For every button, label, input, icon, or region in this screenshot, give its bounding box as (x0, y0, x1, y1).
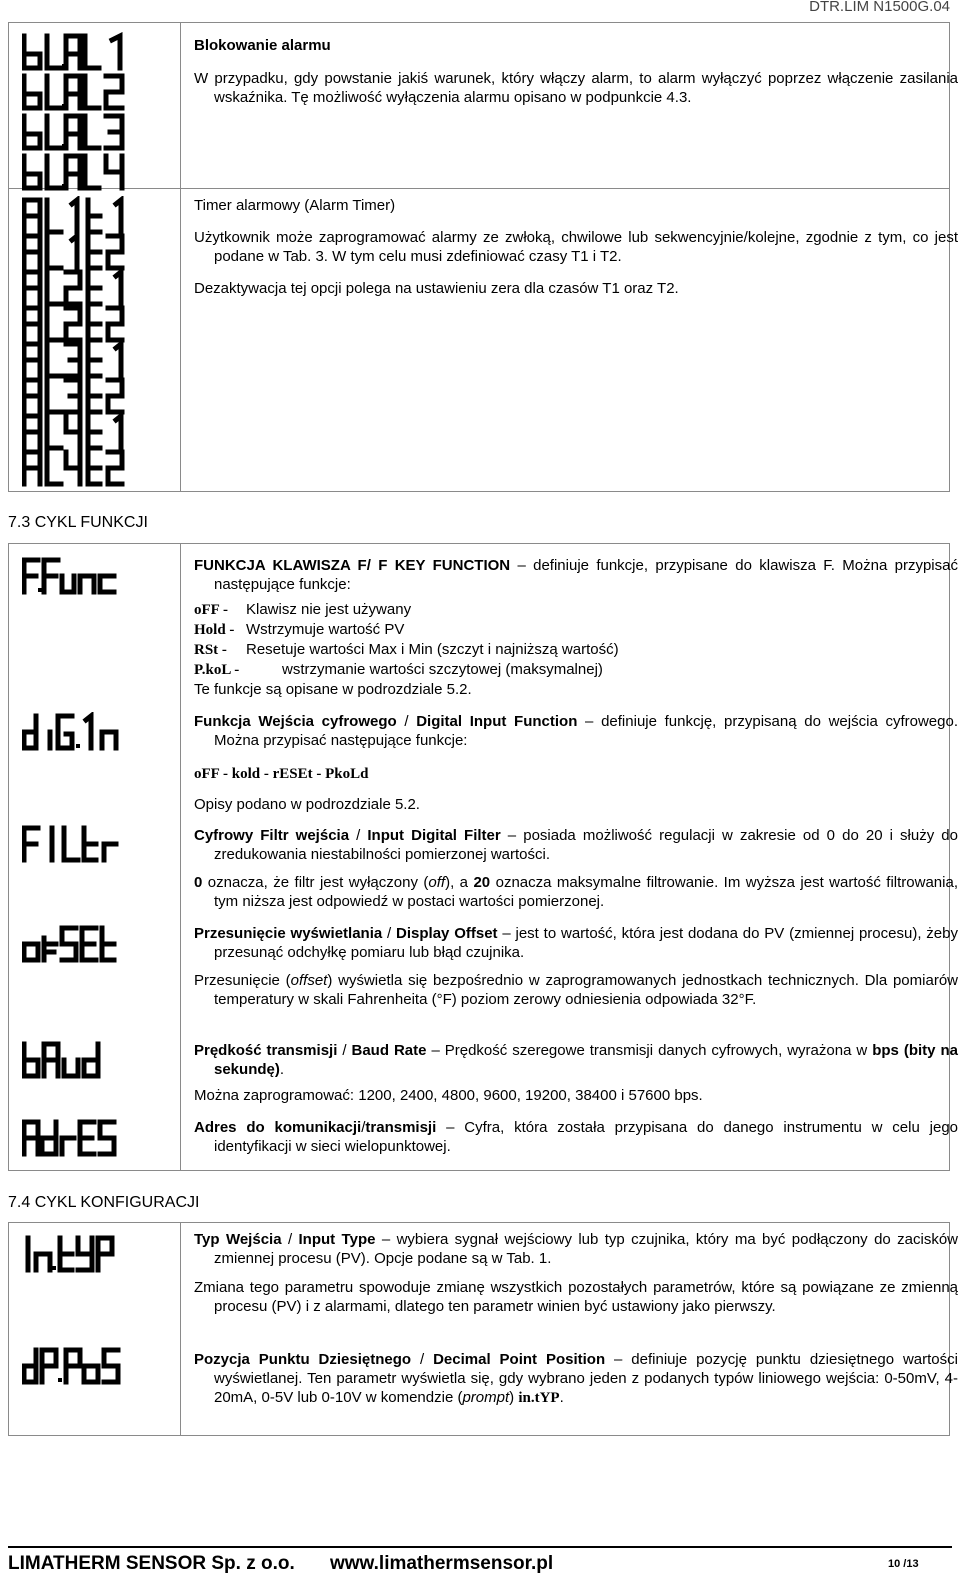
page-total: /13 (900, 1558, 919, 1570)
address-desc: – Cyfra, która została przypisana do danego instrumentu w celu jego identyfikacji w sieci wielopunktowej. (214, 1119, 959, 1155)
f-key-function-desc: – definiuje funkcje, przypisane do klawisza F. Można przypisać następujące funkcje: (214, 557, 958, 593)
input-type-text-2: Zmiana tego parametru spowoduje zmianę wszystkich pozostałych parametrów, które są powiązane ze zmienną procesu (PV) i z alarmami, dlatego ten parametr winien być ustawiony jako pierwszy. (194, 1279, 958, 1315)
page-current: 10 (888, 1558, 901, 1570)
display-f-func (22, 556, 142, 596)
display-adres (22, 1118, 142, 1158)
display-dig-in (22, 712, 142, 752)
decimal-point-desc: ) (509, 1389, 519, 1406)
display-al1t1 (22, 196, 142, 236)
config-table-divider (180, 1222, 181, 1436)
baud-rate-values: Można zaprogramować: 1200, 2400, 4800, 9600, 19200, 38400 i 57600 bps. (194, 1087, 703, 1104)
display-ofset (22, 924, 142, 964)
f-key-function-text (194, 556, 958, 594)
display-in-typ (22, 1234, 142, 1274)
display-al4t1 (22, 412, 142, 452)
display-offset-title-en: Display Offset (396, 925, 498, 942)
baud-rate-desc: – Prędkość szeregowe transmisji danych cyfrowych, wyrażona w (426, 1042, 873, 1059)
digital-input-title-pl: Funkcja Wejścia cyfrowego (194, 713, 397, 730)
display-al3t2 (22, 376, 142, 416)
footer-page-number (888, 1558, 919, 1570)
footer-company: LIMATHERM SENSOR Sp. z o.o. (8, 1553, 295, 1574)
alarm-timer-text-2: Dezaktywacja tej opcji polega na ustawieniu zera dla czasów T1 oraz T2. (194, 280, 679, 297)
title-separator: / (361, 1119, 366, 1136)
display-bl-al4 (22, 152, 142, 192)
title-separator: / (382, 925, 397, 942)
input-type-text (194, 1230, 958, 1268)
offset-word: offset (290, 972, 328, 989)
f-func-option-hold (194, 620, 404, 640)
input-type-title-pl: Typ Wejścia (194, 1231, 282, 1248)
option-code: Hold - (194, 622, 235, 638)
section-heading-7-3: 7.3 CYKL FUNKCJI (8, 514, 148, 531)
option-text: Wstrzymuje wartość PV (246, 621, 405, 638)
filter-text-part: oznacza, że filtr jest wyłączony ( (202, 874, 429, 891)
decimal-point-title-en: Decimal Point Position (433, 1351, 606, 1368)
display-offset-text (194, 924, 958, 962)
decimal-point-text (194, 1350, 958, 1408)
decimal-point-title-pl: Pozycja Punktu Dziesiętnego (194, 1351, 412, 1368)
display-al2t2 (22, 304, 142, 344)
alarm-timer-title: Timer alarmowy (Alarm Timer) (194, 197, 396, 214)
baud-rate-text (194, 1041, 958, 1079)
document-code: DTR.LIM N1500G.04 (809, 0, 950, 15)
input-type-desc: – wybiera sygnał wejściowy lub typ czujnika, który ma być podłączony do zacisków zmiennej procesu (PV). Opcje podane są w Tab. 1. (214, 1231, 959, 1267)
in-typ-code: in.tYP (518, 1390, 560, 1406)
option-code: oFF - (194, 602, 229, 618)
title-separator: / (396, 713, 417, 730)
option-code: P.koL - (194, 662, 240, 678)
footer-website[interactable]: www.limathermsensor.pl (330, 1553, 554, 1574)
display-bl-al1 (22, 32, 142, 72)
digital-filter-title-en: Input Digital Filter (367, 827, 501, 844)
option-code: RSt - (194, 642, 227, 658)
alarm-table-row-divider (8, 188, 950, 189)
digital-input-note: Opisy podano w podrozdziale 5.2. (194, 796, 420, 813)
address-title-part: Adres do komunikacji (194, 1119, 362, 1136)
digital-filter-desc: – posiada możliwość regulacji w zakresie od 0 do 20 i służy do zredukowania niestabilności pomierzonej wartości. (214, 827, 958, 863)
f-func-note: Te funkcje są opisane w podrozdziale 5.2. (194, 681, 472, 698)
digital-filter-title-pl: Cyfrowy Filtr wejścia (194, 827, 350, 844)
display-al3t1 (22, 340, 142, 380)
offset-text-part: ) wyświetla się bezpośrednio w zaprogramowanych jednostkach technicznych. Dla pomiarów temperatury w skali Fahrenheita (°F) poziom zerowy odniesienia odpowiada 32°F. (214, 972, 958, 1008)
display-bl-al3 (22, 112, 142, 152)
decimal-point-desc: – definiuje pozycję punktu dziesiętnego wartości wyświetlanej. Ten parametr wyświetla się, gdy wybrano jeden z podanych typów liniowego wejścia: 0-50mV, 4-20mA, 0-5V lub 0-10V w komendzie ( (214, 1351, 958, 1406)
display-offset-text-2 (194, 971, 958, 1009)
address-text (194, 1118, 958, 1156)
digital-input-codes: oFF - kold - rESEt - PkoLd (194, 766, 369, 782)
footer-rule (8, 1546, 952, 1548)
display-al2t1 (22, 268, 142, 308)
filter-text-part: oznacza maksymalne filtrowanie. Im wyższa jest wartość filtrowania, tym niższa jest odpowiedź w postaci wartości pomierzonej. (214, 874, 958, 910)
decimal-point-desc: . (559, 1389, 564, 1406)
offset-text-part: Przesunięcie ( (194, 972, 291, 989)
digital-filter-text (194, 826, 958, 864)
title-separator: / (337, 1042, 352, 1059)
display-offset-desc: – jest to wartość, która jest dodana do PV (zmiennej procesu), żeby przesunąć odchyłkę pomiaru lub błąd czujnika. (214, 925, 958, 961)
filter-max-value: 20 (473, 874, 491, 891)
title-separator: / (281, 1231, 299, 1248)
display-dp-pos (22, 1346, 142, 1386)
option-text: Klawisz nie jest używany (246, 601, 412, 618)
section-heading-7-4: 7.4 CYKL KONFIGURACJI (8, 1194, 200, 1211)
digital-input-title-en: Digital Input Function (416, 713, 578, 730)
alarm-block-title: Blokowanie alarmu (194, 37, 331, 54)
baud-rate-title-en: Baud Rate (351, 1042, 427, 1059)
title-separator: / (349, 827, 368, 844)
display-al4t2 (22, 448, 142, 488)
title-separator: / (411, 1351, 434, 1368)
f-key-function-title: FUNKCJA KLAWISZA F/ F KEY FUNCTION (194, 557, 511, 574)
display-filtr (22, 824, 142, 864)
display-baud (22, 1040, 142, 1080)
prompt-word: prompt (462, 1389, 510, 1406)
baud-rate-end: . (279, 1061, 285, 1078)
alarm-timer-text-1: Użytkownik może zaprogramować alarmy ze zwłoką, chwilowe lub sekwencyjnie/kolejne, zgodnie z tym, co jest podane w Tab. 3. W tym celu musi zdefiniować czasy T1 i T2. (194, 229, 958, 265)
f-func-option-pkol (194, 660, 603, 680)
digital-input-text (194, 712, 958, 750)
function-table-divider (180, 543, 181, 1171)
option-text: wstrzymanie wartości szczytowej (maksymalnej) (282, 661, 603, 678)
f-func-option-off (194, 600, 411, 620)
address-title-part: transmisji (365, 1119, 437, 1136)
f-func-option-rst (194, 640, 619, 660)
digital-filter-text-2 (194, 873, 958, 911)
baud-rate-unit: bps (bity na sekundę) (214, 1042, 958, 1078)
filter-off-word: off (428, 874, 446, 891)
display-bl-al2 (22, 72, 142, 112)
input-type-title-en: Input Type (298, 1231, 376, 1248)
alarm-table-divider (180, 22, 181, 492)
option-text: Resetuje wartości Max i Min (szczyt i najniższą wartość) (246, 641, 619, 658)
alarm-block-text: W przypadku, gdy powstanie jakiś warunek, który włączy alarm, to alarm wyłączyć poprzez włączenie zasilania wskaźnika. Tę możliwość wyłączenia alarmu opisano w podpunkcie 4.3. (194, 70, 958, 106)
display-al1t2 (22, 232, 142, 272)
filter-min-value: 0 (194, 874, 203, 891)
filter-text-part: ), a (445, 874, 474, 891)
baud-rate-title-pl: Prędkość transmisji (194, 1042, 338, 1059)
display-offset-title-pl: Przesunięcie wyświetlania (194, 925, 383, 942)
digital-input-desc: – definiuje funkcję, przypisaną do wejścia cyfrowego. Można przypisać następujące funkcje: (214, 713, 958, 749)
